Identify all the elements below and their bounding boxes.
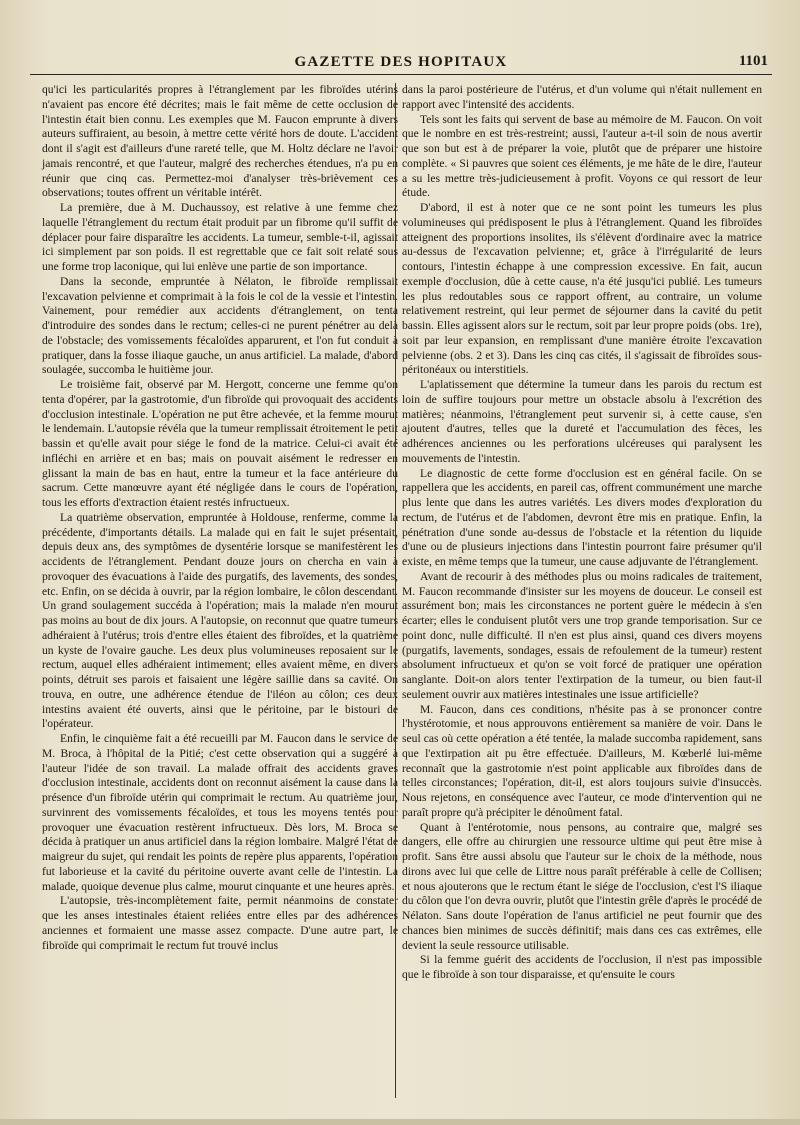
page-number: 1101 (738, 53, 768, 69)
paragraph: D'abord, il est à noter que ce ne sont point les tumeurs les plus volumineuses qui prédisposent le plus à l'étranglement. Quand les fibroïdes atteignent des proportions insolites, ils s'élèvent d'ordinaire avec la matrice au-dessus de l'excavation pelvienne; et, grâce à l'irrégularité de leurs contours, l'intestin échappe à une compression excessive. En fait, aucun exemple d'occlusion, dûe à cette cause, n'a été jusqu'ici publié. Les tumeurs les plus redoutables sous ce rapport offrent, au contraire, un volume relativement restreint, qui leur permet de séjourner dans la cavité du petit bassin. Elles agissent alors sur le rectum, soit par leur propre poids (obs. 1re), soit par leur expansion, en remplissant d'une manière étroite l'excavation pelvienne (obs. 2 et 3). Dans les cinq cas cités, il s'agissait de fibroïdes sous-péritonéaux ou interstitiels. (402, 201, 762, 377)
paragraph: Quant à l'entérotomie, nous pensons, au contraire que, malgré ses dangers, elle offre au chirurgien une ressource ultime qui peut être mise à profit. Sans être aussi absolu que l'auteur sur le choix de la méthode, nous dirons avec lui que celle de Littre nous paraît préférable à celle de Collisen; et nous ajouterons que le rectum étant le siége de l'occlusion, c'est l'S iliaque du côlon que l'on devra ouvrir, plutôt que l'intestin grêle d'après le procédé de Nélaton. Sans doute l'opération de l'anus artificiel ne peut fournir que des chances bien minimes de succès définitif; mais dans ces cas extrêmes, elle devient la seule ressource utilisable. (402, 820, 762, 952)
journal-title: GAZETTE DES HOPITAUX (294, 54, 508, 70)
paragraph: Le troisième fait, observé par M. Hergott, concerne une femme qu'on tenta d'opérer, par la gastrotomie, d'un fibroïde qui provoquait des accidents d'occlusion intestinale. L'opération ne put être achevée, et la femme mourut le lendemain. L'autopsie révéla que la tumeur remplissait étroitement le petit bassin et qu'elle avait pour siége le fond de la matrice. Celui-ci avait été infléchi en arrière et en bas; mais on pouvait aisément le redresser en glissant la main de bas en haut, entre la tumeur et la face antérieure du sacrum. Cette manœuvre ayant été négligée dans le cours de l'opération, tous les efforts d'extraction étaient restés infructueux. (42, 378, 398, 509)
page-bottom-edge (0, 1119, 800, 1125)
paragraph: qu'ici les particularités propres à l'étranglement par les fibroïdes utérins n'avaient pas encore été décrites; mais le fait même de cette occlusion de l'intestin était bien connu. Les exemples que M. Faucon emprunte à divers auteurs suffiraient, au besoin, à mettre cette vérité hors de doute. L'accident dont il s'agit est d'ailleurs d'une rareté telle, que M. Holtz déclare ne l'avoir jamais rencontré, et que l'auteur, malgré des recherches étendues, n'a pu en réunir que cinq cas. Permettez-moi d'analyser très-brièvement ces observations; toutes offrent un véritable intérêt. (42, 83, 398, 200)
paragraph: La quatrième observation, empruntée à Holdouse, renferme, comme la précédente, d'importants détails. La malade qui en fait le sujet présentait, depuis deux ans, des symptômes de dysentérie lorsque se manifestèrent les accidents de l'étranglement. Pendant douze jours on chercha en vain à provoquer des évacuations à l'aide des purgatifs, des lavements, des sondes, etc. Enfin, on se décida à ouvrir, par la région lombaire, le côlon descendant. Un grand soulagement succéda à l'opération; mais la malade n'en mourut pas moins au bout de dix jours. A l'autopsie, on reconnut que quatre tumeurs adhéraient à l'utérus; trois d'entre elles étaient des fibroïdes, et la quatrième un kyste de l'ovaire gauche. Les deux plus volumineuses reposaient sur le rectum, auquel elles adhéraient intimement; elles avaient même, en divers points, détruit ses parois et faisaient une légère saillie dans sa cavité. On trouva, en outre, une adhérence étendue de l'iléon au côlon; ces deux intestins avaient été ouverts, ainsi que le péritoine, par le bistouri de l'opérateur. (42, 510, 398, 731)
paragraph: Enfin, le cinquième fait a été recueilli par M. Faucon dans le service de M. Broca, à l'hôpital de la Pitié; c'est cette observation qui a suggéré à l'auteur l'idée de son travail. La malade offrait des accidents graves d'occlusion intestinale, accidents dont on reconnut aisément la cause dans la présence d'un fibroïde utérin qui comprimait le rectum. Au quatrième jour, survinrent des vomissements fécaloïdes, et tous les moyens tentés pour provoquer une évacuation restèrent infructueux. Dès lors, M. Broca se décida à pratiquer un anus artificiel dans la région lombaire. Malgré l'état de maigreur du sujet, qui rendait les points de repère plus apparents, l'opération fut laborieuse et la cavité du péritoine ouverte avant celle de l'intestin. La malade, quoique devenue plus calme, mourut cinquante et une heures après. (42, 732, 398, 893)
paragraph: Avant de recourir à des méthodes plus ou moins radicales de traitement, M. Faucon recommande d'insister sur les moyens de douceur. Le conseil est assurément bon; mais les circonstances ne portent guère le médecin à s'en écarter; elles le conduisent plutôt vers une trop grande temporisation. Sur ce point donc, nulle difficulté. Il n'en est plus ainsi, quand ces divers moyens (purgatifs, lavements, sondages, essais de refoulement de la tumeur) restent absolument infructueux et qu'on se voit forcé de pratiquer une opération sanglante. Doit-on alors tenter l'extirpation de la tumeur, ou bien faut-il seulement ouvrir aux matières intestinales une issue artificielle? (402, 569, 762, 701)
paragraph: M. Faucon, dans ces conditions, n'hésite pas à se prononcer contre l'hystérotomie, et nous approuvons entièrement sa manière de voir. Dans le seul cas où cette opération a été tentée, la malade succomba rapidement, sans que l'extirpation ait pu être effectuée. D'ailleurs, M. Kœberlé lui-même reconnaît que la gastrotomie n'est point applicable aux fibroïdes dans de telles circonstances; l'opération, dit-il, est alors toujours suivie d'insuccès. Nous rejetons, en conséquence avec l'auteur, ce mode d'intervention qui ne paraît propre qu'à précipiter le dénoûment fatal. (402, 702, 762, 819)
paragraph: Si la femme guérit des accidents de l'occlusion, il n'est pas impossible que le fibroïde à son tour disparaisse, et qu'ensuite le cours (402, 953, 762, 981)
column-divider (395, 83, 396, 1098)
paragraph: dans la paroi postérieure de l'utérus, et d'un volume qui n'était nullement en rapport avec l'intensité des accidents. (402, 83, 762, 111)
header-rule (30, 74, 772, 75)
paragraph: L'aplatissement que détermine la tumeur dans les parois du rectum est loin de suffire toujours pour mettre un obstacle absolu à l'excrétion des matières; néanmoins, l'étranglement peut survenir si, à cette cause, s'en ajoutent d'autres, telles que la dureté et l'accumulation des fèces, les adhérences anciennes ou les perforations ulcéreuses qui paralysent les mouvements de l'intestin. (402, 378, 762, 465)
page-header (30, 48, 772, 74)
right-column (402, 83, 762, 983)
paragraph: Le diagnostic de cette forme d'occlusion est en général facile. On se rappellera que les accidents, en pareil cas, offrent communément une marche plus lente que dans les autres variétés. Les divers modes d'exploration du rectum, de l'utérus et de l'abdomen, devront être mis en pratique. Enfin, la pénétration d'une sonde au-dessus de l'obstacle et la rétention du liquide d'une ou de plusieurs injections dans l'intestin pourront faire présumer qu'il existe, en même temps que la tumeur, une cause adjuvante de l'étranglement. (402, 466, 762, 568)
paragraph: L'autopsie, très-incomplètement faite, permit néanmoins de constater que les anses intestinales étaient reliées entre elles par des adhérences anciennes et formaient une masse assez compacte. D'une autre part, le fibroïde qui comprimait le rectum fut trouvé inclus (42, 894, 398, 952)
paragraph: La première, due à M. Duchaussoy, est relative à une femme chez laquelle l'étranglement du rectum était produit par un fibrome qu'il suffit de déplacer pour faire disparaître les accidents. La tumeur, semble-t-il, agissait ici simplement par son poids. Il est regrettable que ce fait soit relaté sous une forme trop laconique, qui lui enlève une partie de son importance. (42, 201, 398, 273)
paragraph: Dans la seconde, empruntée à Nélaton, le fibroïde remplissait l'excavation pelvienne et comprimait à la fois le col de la vessie et l'intestin. Vainement, pour remédier aux accidents d'étranglement, on tenta d'introduire des sondes dans le rectum; celles-ci ne purent pénétrer au delà de l'obstacle; des vomissements fécaloïdes apparurent, et l'on fut conduit à pratiquer, dans la fosse iliaque gauche, un anus artificiel. La malade, d'abord soulagée, succomba le huitième jour. (42, 274, 398, 377)
paragraph: Tels sont les faits qui servent de base au mémoire de M. Faucon. On voit que le nombre en est très-restreint; aussi, l'auteur a-t-il soin de nous avertir que son but est à de préparer la voie, plutôt que de préparer une histoire complète. « Si pauvres que soient ces éléments, je me hâte de le dire, l'auteur a su les mettre très-judicieusement à profit. Voyons ce qui ressort de leur étude. (402, 112, 762, 200)
left-column (42, 83, 398, 953)
